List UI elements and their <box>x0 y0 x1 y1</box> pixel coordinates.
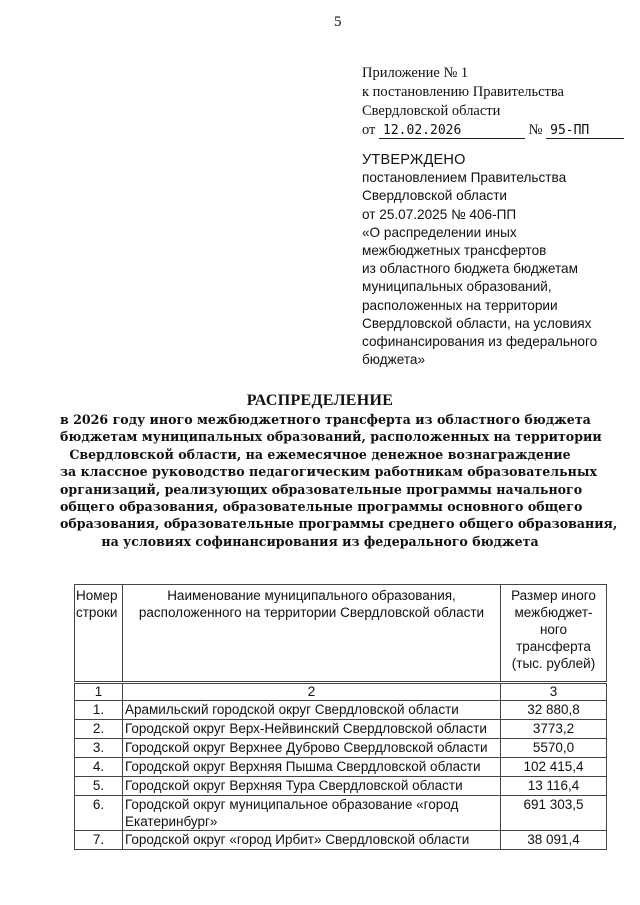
title-line: за классное руководство педагогическим работникам образовательных <box>60 464 598 480</box>
title-line: в 2026 году иного межбюджетного трансферта из областного бюджета <box>60 412 591 427</box>
appendix-line-3: Свердловской области <box>362 103 501 119</box>
approved-line: Свердловской области <box>362 188 508 204</box>
row-number: 7. <box>75 831 123 850</box>
transfer-amount: 3773,2 <box>501 720 607 739</box>
header-text: строки <box>76 605 118 620</box>
row-number: 5. <box>75 777 123 796</box>
header-transfer-amount <box>501 585 607 683</box>
appendix-block <box>362 64 624 140</box>
table-row <box>75 739 607 758</box>
approved-line: межбюджетных трансфертов <box>362 243 547 259</box>
title-line: организаций, реализующих образовательные программы начального <box>60 481 583 497</box>
header-text: Наименование муниципального образования, <box>167 588 456 603</box>
header-municipality-name <box>123 585 501 683</box>
table-row <box>75 777 607 796</box>
transfer-amount: 5570,0 <box>501 739 607 758</box>
table-row <box>75 831 607 850</box>
document-title: РАСПРЕДЕЛЕНИЕ <box>246 392 394 409</box>
title-line: бюджетам муниципальных образований, расположенных на территории <box>60 429 602 445</box>
municipality-name: Городской округ Верх-Нейвинский Свердловской области <box>123 720 501 739</box>
document-title-block <box>60 391 618 550</box>
appendix-number: 95-ПП <box>546 124 624 139</box>
appendix-date: 12.02.2026 <box>379 124 525 139</box>
approved-line: бюджета» <box>362 352 426 368</box>
table-row <box>75 758 607 777</box>
row-number: 4. <box>75 758 123 777</box>
municipality-name: Арамильский городской округ Свердловской области <box>123 701 501 720</box>
table-header-row <box>75 585 607 683</box>
distribution-table <box>74 584 607 850</box>
title-line: общего образования, образовательные программы основного общего <box>60 499 583 515</box>
transfer-amount: 38 091,4 <box>501 831 607 850</box>
approved-line: муниципальных образований, <box>362 279 552 295</box>
row-number: 3. <box>75 739 123 758</box>
municipality-name: Городской округ «город Ирбит» Свердловской области <box>123 831 501 850</box>
approved-line: расположенных на территории <box>362 297 558 313</box>
page-number: 5 <box>334 14 342 30</box>
approved-line: софинансирования из федерального <box>362 334 598 350</box>
column-index: 1 <box>75 683 123 701</box>
municipality-name-line: Городской округ муниципальное образование «город <box>125 797 459 812</box>
date-prefix: от <box>362 122 376 138</box>
title-line: Свердловской области, на ежемесячное денежное вознаграждение <box>69 446 571 462</box>
number-prefix: № <box>528 122 543 138</box>
header-text: трансферта <box>516 639 591 654</box>
transfer-amount: 32 880,8 <box>501 701 607 720</box>
table-row <box>75 720 607 739</box>
appendix-date-line <box>362 121 624 140</box>
header-text: расположенного на территории Свердловской области <box>138 605 485 620</box>
column-index: 3 <box>501 683 607 701</box>
transfer-amount: 102 415,4 <box>501 758 607 777</box>
transfer-amount: 13 116,4 <box>501 777 607 796</box>
row-number: 2. <box>75 720 123 739</box>
header-text: Размер иного <box>511 588 596 603</box>
title-line: на условиях софинансирования из федерального бюджета <box>101 533 539 549</box>
municipality-name <box>123 796 501 831</box>
approved-heading: УТВЕРЖДЕНО <box>362 152 466 168</box>
municipality-name: Городской округ Верхнее Дуброво Свердловской области <box>123 739 501 758</box>
appendix-line-2: к постановлению Правительства <box>362 84 564 100</box>
header-text: Номер <box>76 588 118 603</box>
row-number: 6. <box>75 796 123 831</box>
approved-block <box>362 151 597 369</box>
approved-line: «О распределении иных <box>362 224 517 240</box>
appendix-line-1: Приложение № 1 <box>362 65 469 81</box>
header-text: межбюджет- <box>514 605 593 620</box>
approved-line: Свердловской области, на условиях <box>362 315 592 331</box>
title-line: образования, образовательные программы среднего общего образования, <box>60 516 618 532</box>
table-row <box>75 796 607 831</box>
approved-line: от 25.07.2025 № 406-ПП <box>362 206 517 222</box>
column-index-row <box>75 683 607 701</box>
header-row-number <box>75 585 123 683</box>
transfer-amount: 691 303,5 <box>501 796 607 831</box>
municipality-name-line: Екатеринбург» <box>125 814 218 829</box>
header-text: (тыс. рублей) <box>511 656 596 671</box>
header-text: ного <box>539 622 568 637</box>
approved-line: из областного бюджета бюджетам <box>362 261 578 277</box>
row-number: 1. <box>75 701 123 720</box>
approved-line: постановлением Правительства <box>362 170 567 186</box>
municipality-name: Городской округ Верхняя Тура Свердловской области <box>123 777 501 796</box>
column-index: 2 <box>123 683 501 701</box>
municipality-name: Городской округ Верхняя Пышма Свердловской области <box>123 758 501 777</box>
table-row <box>75 701 607 720</box>
